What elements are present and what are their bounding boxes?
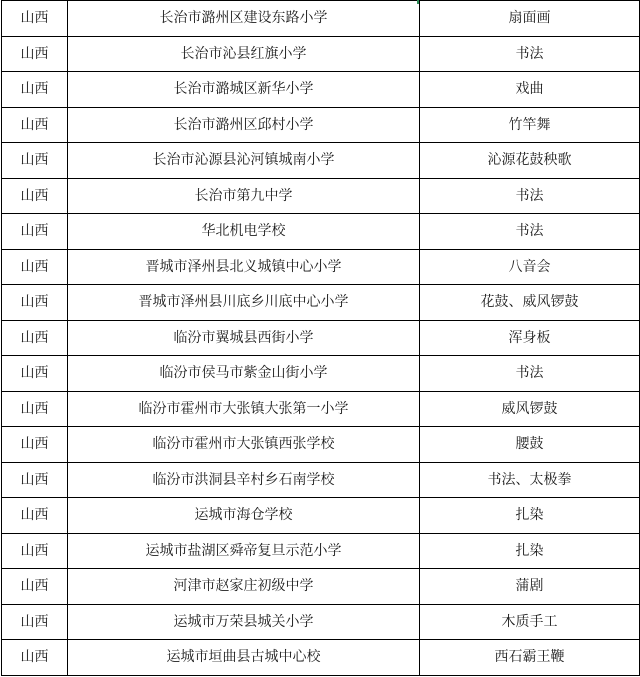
project-cell: 沁源花鼓秧歌 [420, 143, 640, 179]
project-cell: 扎染 [420, 498, 640, 534]
school-cell: 河津市赵家庄初级中学 [68, 569, 420, 605]
province-cell: 山西 [2, 604, 68, 640]
project-cell: 书法、太极拳 [420, 462, 640, 498]
project-cell: 花鼓、威风锣鼓 [420, 285, 640, 321]
table-row [2, 107, 640, 143]
project-cell: 书法 [420, 178, 640, 214]
project-cell: 扇面画 [420, 1, 640, 37]
school-cell: 长治市第九中学 [68, 178, 420, 214]
school-cell: 长治市潞州区邱村小学 [68, 107, 420, 143]
province-cell: 山西 [2, 72, 68, 108]
province-cell: 山西 [2, 249, 68, 285]
project-cell: 腰鼓 [420, 427, 640, 463]
project-cell: 木质手工 [420, 604, 640, 640]
table-row [2, 356, 640, 392]
table-row [2, 498, 640, 534]
table-row [2, 143, 640, 179]
table-row [2, 640, 640, 676]
project-cell: 八音会 [420, 249, 640, 285]
school-cell: 华北机电学校 [68, 214, 420, 250]
school-cell: 运城市海仓学校 [68, 498, 420, 534]
project-cell: 书法 [420, 36, 640, 72]
school-cell: 临汾市霍州市大张镇西张学校 [68, 427, 420, 463]
province-cell: 山西 [2, 356, 68, 392]
school-cell: 晋城市泽州县川底乡川底中心小学 [68, 285, 420, 321]
project-cell: 书法 [420, 214, 640, 250]
table-row [2, 320, 640, 356]
school-cell: 临汾市翼城县西街小学 [68, 320, 420, 356]
province-cell: 山西 [2, 391, 68, 427]
school-table [1, 0, 640, 676]
province-cell: 山西 [2, 498, 68, 534]
project-cell: 书法 [420, 356, 640, 392]
table-row [2, 36, 640, 72]
province-cell: 山西 [2, 533, 68, 569]
table-row [2, 391, 640, 427]
province-cell: 山西 [2, 178, 68, 214]
project-cell: 戏曲 [420, 72, 640, 108]
province-cell: 山西 [2, 36, 68, 72]
project-cell: 蒲剧 [420, 569, 640, 605]
table-row [2, 604, 640, 640]
province-cell: 山西 [2, 462, 68, 498]
project-cell: 西石霸王鞭 [420, 640, 640, 676]
project-cell: 竹竿舞 [420, 107, 640, 143]
school-cell: 运城市盐湖区舜帝复旦示范小学 [68, 533, 420, 569]
province-cell: 山西 [2, 214, 68, 250]
province-cell: 山西 [2, 427, 68, 463]
province-cell: 山西 [2, 320, 68, 356]
table-row [2, 249, 640, 285]
table-row [2, 569, 640, 605]
table-row [2, 427, 640, 463]
table-row [2, 214, 640, 250]
school-cell: 长治市潞州区建设东路小学 [68, 1, 420, 37]
province-cell: 山西 [2, 285, 68, 321]
table-body [2, 1, 640, 676]
school-cell: 长治市沁县红旗小学 [68, 36, 420, 72]
school-cell: 临汾市侯马市紫金山街小学 [68, 356, 420, 392]
table-row [2, 1, 640, 37]
table-row [2, 533, 640, 569]
school-cell: 运城市垣曲县古城中心校 [68, 640, 420, 676]
school-cell: 长治市潞城区新华小学 [68, 72, 420, 108]
province-cell: 山西 [2, 640, 68, 676]
table-row [2, 285, 640, 321]
project-cell: 浑身板 [420, 320, 640, 356]
school-cell: 晋城市泽州县北义城镇中心小学 [68, 249, 420, 285]
province-cell: 山西 [2, 1, 68, 37]
province-cell: 山西 [2, 569, 68, 605]
table-row [2, 462, 640, 498]
table-row [2, 178, 640, 214]
province-cell: 山西 [2, 107, 68, 143]
project-cell: 扎染 [420, 533, 640, 569]
school-cell: 临汾市洪洞县辛村乡石南学校 [68, 462, 420, 498]
cell-corner-marker [417, 0, 419, 4]
table-row [2, 72, 640, 108]
school-cell: 临汾市霍州市大张镇大张第一小学 [68, 391, 420, 427]
province-cell: 山西 [2, 143, 68, 179]
school-cell: 长治市沁源县沁河镇城南小学 [68, 143, 420, 179]
project-cell: 威风锣鼓 [420, 391, 640, 427]
school-cell: 运城市万荣县城关小学 [68, 604, 420, 640]
